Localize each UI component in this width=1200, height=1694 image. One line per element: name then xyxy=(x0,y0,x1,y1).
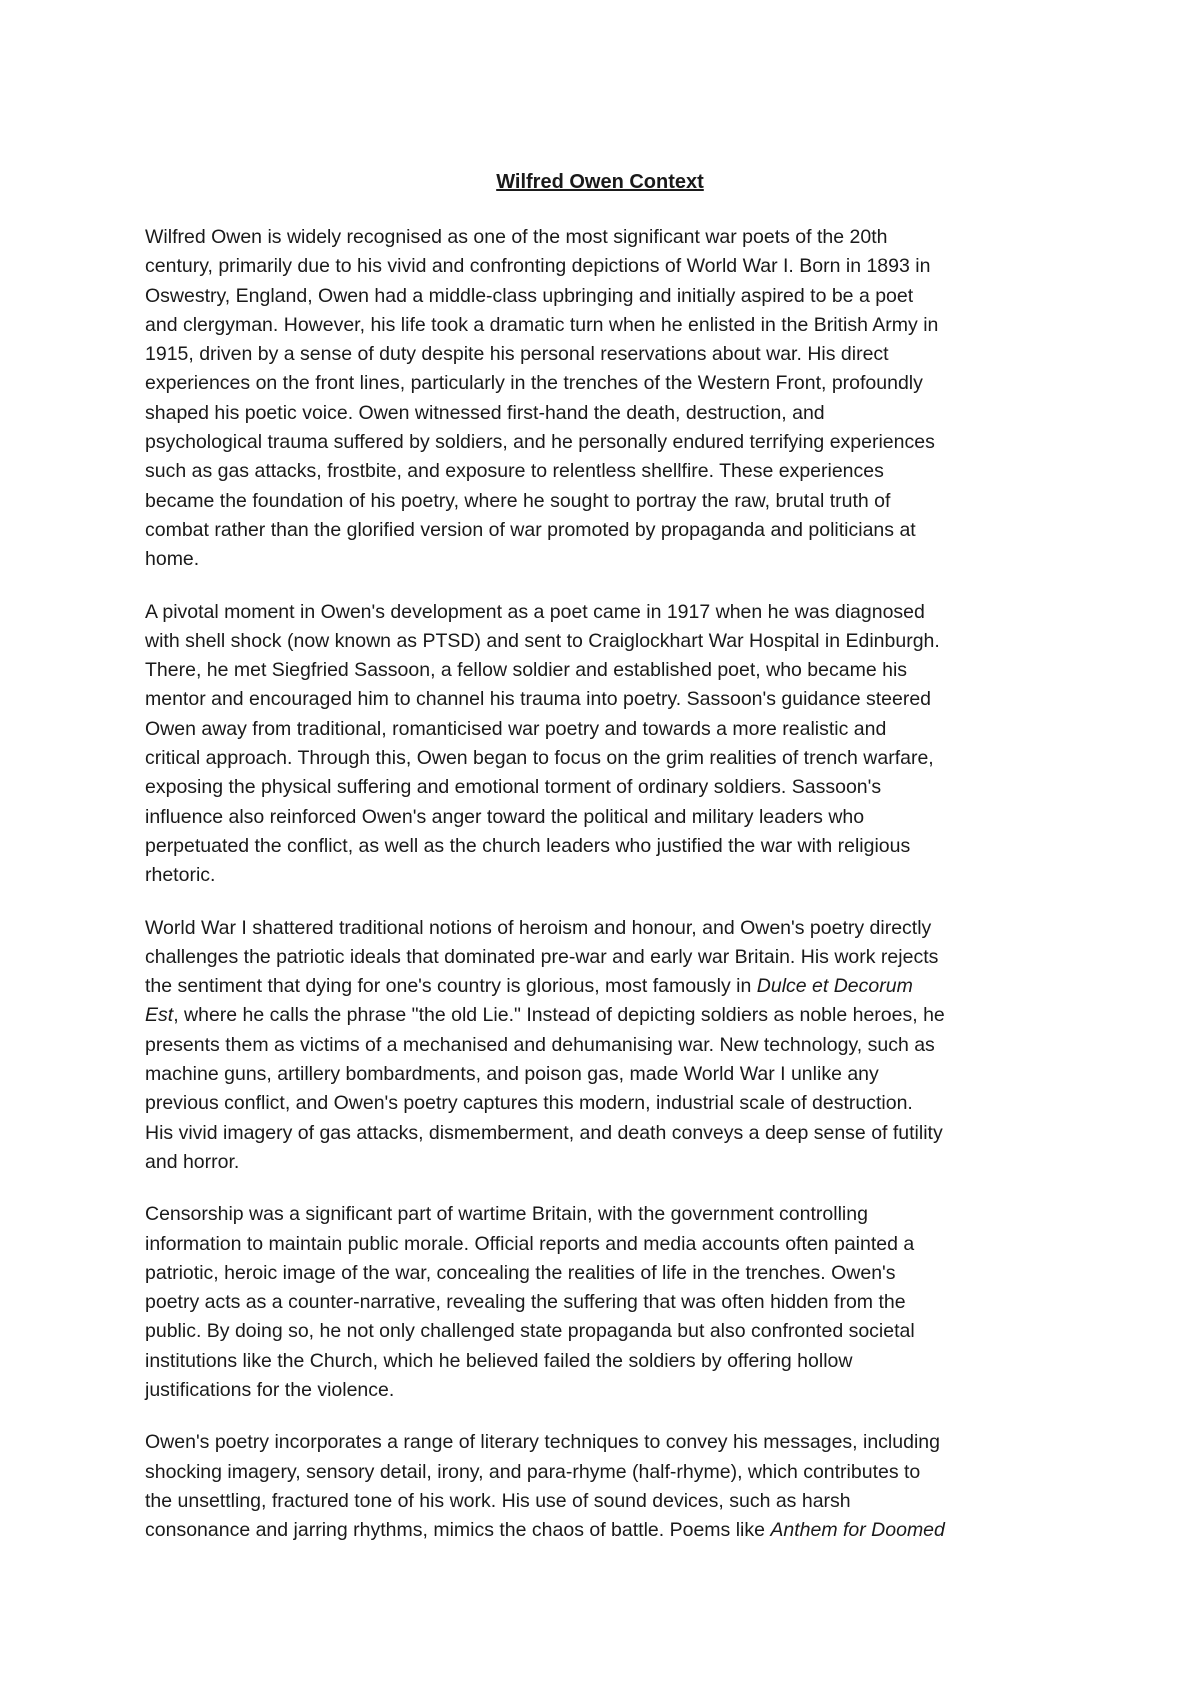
text-line xyxy=(145,545,1065,574)
document-title: Wilfred Owen Context xyxy=(496,171,704,193)
text-segment: presents them as victims of a mechanised and dehumanising war. New technology, such as xyxy=(145,1033,935,1056)
text-line xyxy=(145,943,1065,972)
text-line xyxy=(145,311,1065,340)
italic-title: Dulce et Decorum xyxy=(756,975,913,998)
text-line xyxy=(145,656,1065,685)
text-line xyxy=(145,1089,1065,1118)
italic-title: Est xyxy=(145,1004,174,1027)
text-segment: the unsettling, fractured tone of his work. His use of sound devices, such as harsh xyxy=(145,1489,851,1512)
text-segment: 1915, driven by a sense of duty despite his personal reservations about war. His direct xyxy=(145,343,889,366)
text-line xyxy=(145,340,1065,369)
text-segment: previous conflict, and Owen's poetry captures this modern, industrial scale of destruction. xyxy=(145,1092,913,1115)
text-line xyxy=(145,516,1065,545)
text-line xyxy=(145,685,1065,714)
text-line xyxy=(145,715,1065,744)
text-segment: and horror. xyxy=(145,1150,240,1173)
text-segment: critical approach. Through this, Owen began to focus on the grim realities of trench warfare, xyxy=(145,747,934,770)
text-line xyxy=(145,282,1065,311)
text-line xyxy=(145,428,1065,457)
text-segment: experiences on the front lines, particularly in the trenches of the Western Front, profoundly xyxy=(145,372,923,395)
text-segment: public. By doing so, he not only challenged state propaganda but also confronted societal xyxy=(145,1320,915,1343)
text-segment: His vivid imagery of gas attacks, dismemberment, and death conveys a deep sense of futility xyxy=(145,1121,943,1144)
text-segment: shocking imagery, sensory detail, irony, and para-rhyme (half-rhyme), which contributes to xyxy=(145,1460,921,1483)
text-segment: perpetuated the conflict, as well as the church leaders who justified the war with religious xyxy=(145,834,911,857)
text-segment: World War I shattered traditional notions of heroism and honour, and Owen's poetry directly xyxy=(145,916,932,939)
text-line xyxy=(145,1200,1065,1229)
text-segment: institutions like the Church, which he believed failed the soldiers by offering hollow xyxy=(145,1349,853,1372)
text-segment: Owen away from traditional, romanticised war poetry and towards a more realistic and xyxy=(145,717,887,740)
body-paragraph xyxy=(145,914,1065,1178)
text-line xyxy=(145,223,1065,252)
text-line xyxy=(145,1376,1065,1405)
text-line xyxy=(145,487,1065,516)
text-line xyxy=(145,1288,1065,1317)
text-line xyxy=(145,1001,1065,1030)
text-segment: with shell shock (now known as PTSD) and sent to Craiglockhart War Hospital in Edinburgh. xyxy=(145,629,940,652)
text-line xyxy=(145,598,1065,627)
text-segment: became the foundation of his poetry, where he sought to portray the raw, brutal truth of xyxy=(145,489,891,512)
text-line xyxy=(145,1060,1065,1089)
text-segment: psychological trauma suffered by soldiers, and he personally endured terrifying experiences xyxy=(145,431,935,454)
text-segment: , where he calls the phrase "the old Lie." Instead of depicting soldiers as noble heroes, he xyxy=(173,1004,945,1027)
text-segment: challenges the patriotic ideals that dominated pre-war and early war Britain. His work rejects xyxy=(145,945,939,968)
text-segment: consonance and jarring rhythms, mimics the chaos of battle. Poems like xyxy=(145,1519,771,1542)
text-segment: patriotic, heroic image of the war, concealing the realities of life in the trenches. Owen's xyxy=(145,1261,896,1284)
text-line xyxy=(145,1230,1065,1259)
text-segment: and clergyman. However, his life took a dramatic turn when he enlisted in the British Army in xyxy=(145,313,939,336)
text-segment: A pivotal moment in Owen's development as a poet came in 1917 when he was diagnosed xyxy=(145,600,925,623)
body-paragraph xyxy=(145,223,1065,575)
text-line xyxy=(145,744,1065,773)
text-segment: information to maintain public morale. Official reports and media accounts often painted a xyxy=(145,1232,915,1255)
text-line xyxy=(145,369,1065,398)
text-segment: poetry acts as a counter-narrative, revealing the suffering that was often hidden from the xyxy=(145,1291,906,1314)
body-paragraph xyxy=(145,1428,1065,1545)
text-line xyxy=(145,1458,1065,1487)
text-line xyxy=(145,914,1065,943)
text-line xyxy=(145,252,1065,281)
text-segment: exposing the physical suffering and emotional torment of ordinary soldiers. Sassoon's xyxy=(145,776,882,799)
text-line xyxy=(145,1428,1065,1457)
text-segment: century, primarily due to his vivid and confronting depictions of World War I. Born in 1893 in xyxy=(145,255,931,278)
text-line xyxy=(145,1259,1065,1288)
body-paragraph xyxy=(145,598,1065,891)
text-line xyxy=(145,1347,1065,1376)
text-segment: Oswestry, England, Owen had a middle-class upbringing and initially aspired to be a poet xyxy=(145,284,914,307)
text-segment: combat rather than the glorified version of war promoted by propaganda and politicians at xyxy=(145,518,916,541)
text-line xyxy=(145,627,1065,656)
text-segment: justifications for the violence. xyxy=(145,1378,395,1401)
text-line xyxy=(145,803,1065,832)
text-segment: the sentiment that dying for one's country is glorious, most famously in xyxy=(145,975,757,998)
text-segment: There, he met Siegfried Sassoon, a fellow soldier and established poet, who became his xyxy=(145,659,908,682)
text-segment: influence also reinforced Owen's anger toward the political and military leaders who xyxy=(145,805,865,828)
text-segment: Censorship was a significant part of wartime Britain, with the government controlling xyxy=(145,1203,868,1226)
italic-title: Anthem for Doomed xyxy=(770,1519,945,1542)
text-line xyxy=(145,1487,1065,1516)
text-line xyxy=(145,457,1065,486)
text-line xyxy=(145,1516,1065,1545)
text-segment: such as gas attacks, frostbite, and exposure to relentless shellfire. These experiences xyxy=(145,460,884,483)
text-line xyxy=(145,773,1065,802)
text-segment: Wilfred Owen is widely recognised as one of the most significant war poets of the 20th xyxy=(145,226,888,248)
text-line xyxy=(145,832,1065,861)
text-line xyxy=(145,1119,1065,1148)
text-segment: Owen's poetry incorporates a range of literary techniques to convey his messages, including xyxy=(145,1431,940,1454)
text-line xyxy=(145,399,1065,428)
text-line xyxy=(145,1317,1065,1346)
text-segment: home. xyxy=(145,548,200,571)
text-line xyxy=(145,861,1065,890)
text-segment: rhetoric. xyxy=(145,864,216,887)
text-line xyxy=(145,1031,1065,1060)
document-body xyxy=(145,223,1065,1568)
text-line xyxy=(145,1148,1065,1177)
text-segment: mentor and encouraged him to channel his trauma into poetry. Sassoon's guidance steered xyxy=(145,688,932,711)
body-paragraph xyxy=(145,1200,1065,1405)
text-segment: shaped his poetic voice. Owen witnessed first-hand the death, destruction, and xyxy=(145,401,825,424)
text-line xyxy=(145,972,1065,1001)
text-segment: machine guns, artillery bombardments, and poison gas, made World War I unlike any xyxy=(145,1063,879,1086)
